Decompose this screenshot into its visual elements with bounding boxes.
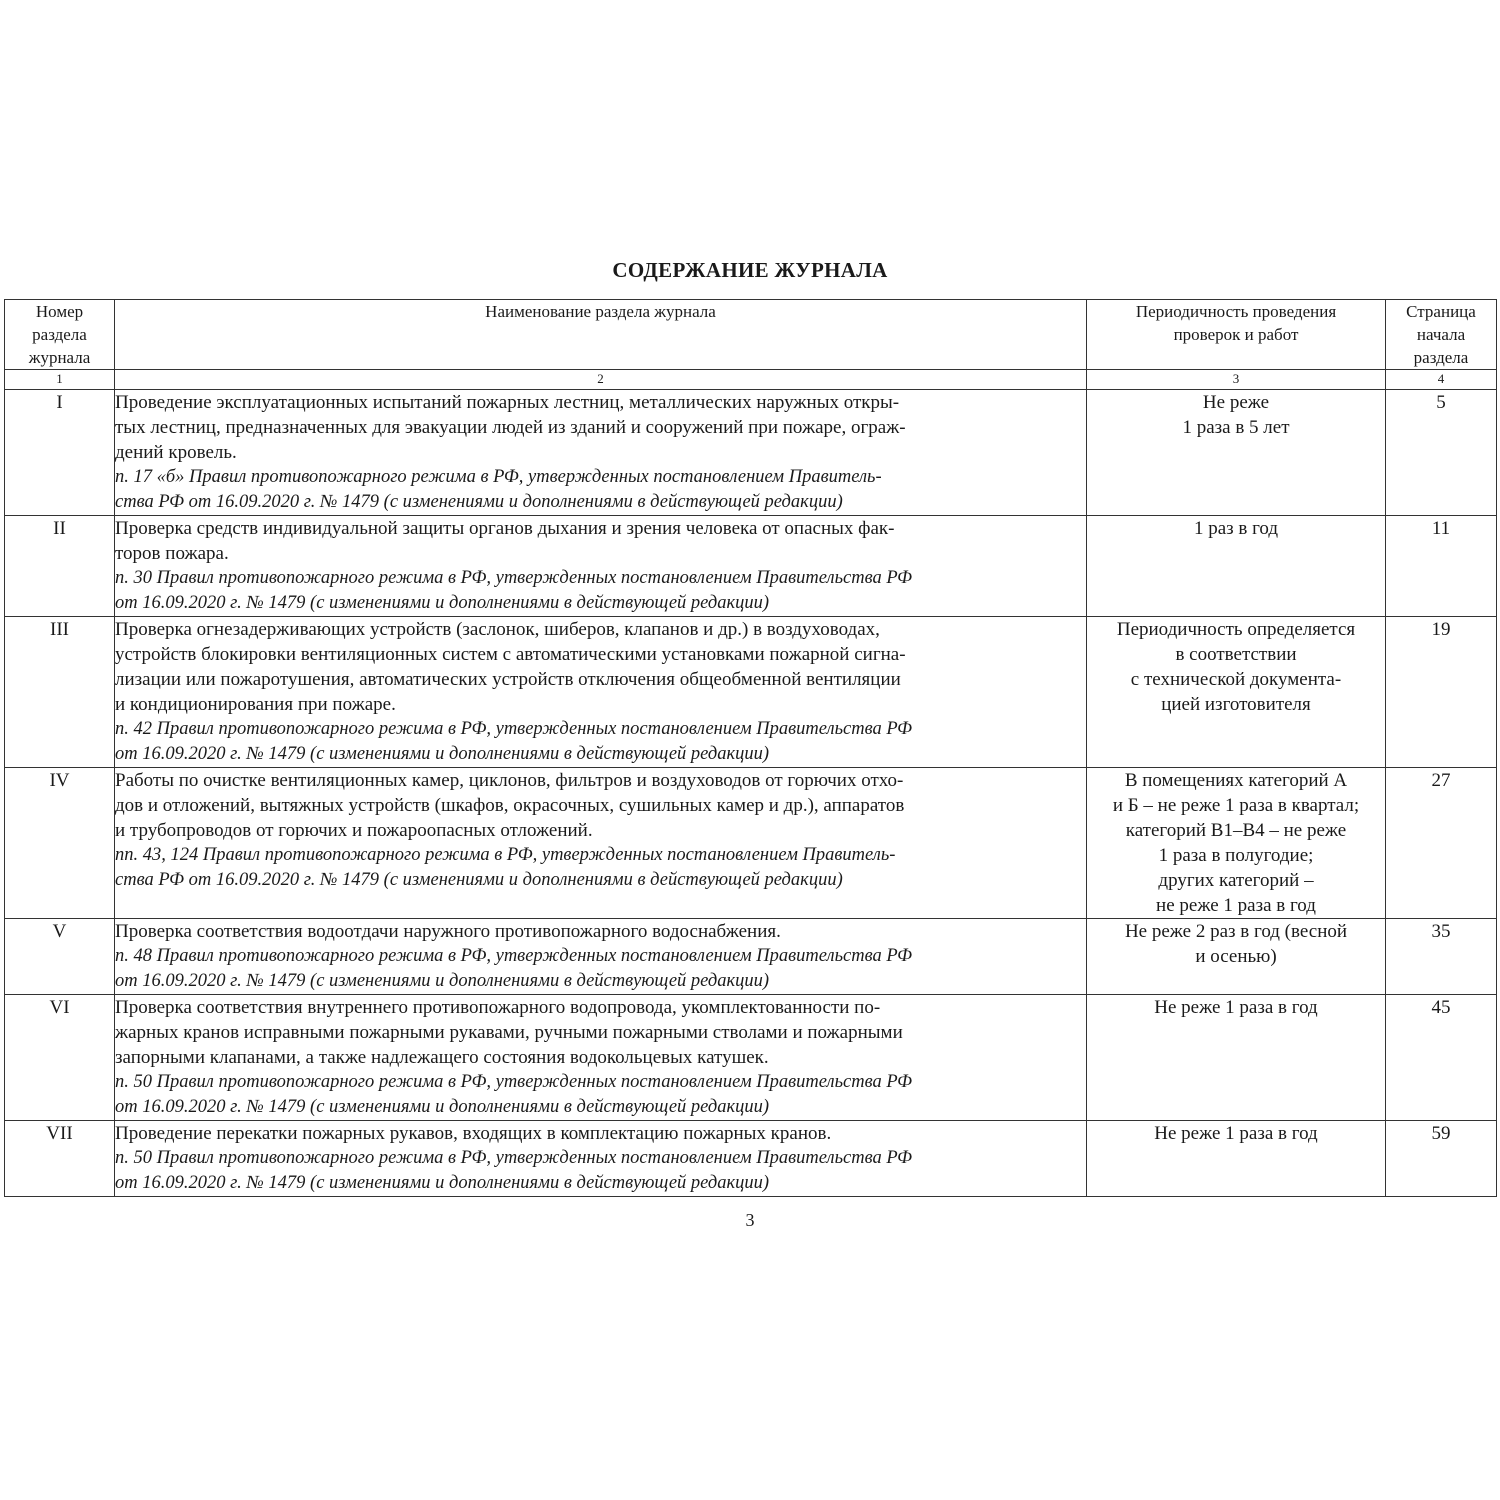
regulation-reference-line: от 16.09.2020 г. № 1479 (с изменениями и дополнениями в действующей редакции) — [115, 744, 770, 764]
header-periodicity — [1087, 300, 1386, 370]
start-page: 45 — [1386, 995, 1497, 1121]
periodicity-line: 1 раза в полугодие; — [1158, 845, 1314, 866]
start-page: 5 — [1386, 390, 1497, 516]
section-number: V — [5, 919, 115, 995]
regulation-reference-line: от 16.09.2020 г. № 1479 (с изменениями и дополнениями в действующей редакции) — [115, 1173, 770, 1193]
section-name-line: запорными клапанами, а также надлежащего состояния водокольцевых катушек. — [115, 1047, 769, 1068]
section-name-cell — [115, 919, 1087, 995]
header-col1-line: Номер — [35, 302, 84, 321]
periodicity-line: цией изготовителя — [1161, 694, 1311, 715]
section-name-line: Проверка соответствия внутреннего противопожарного водопровода, укомплектованности по- — [115, 997, 881, 1018]
regulation-reference-line: п. 30 Правил противопожарного режима в РФ, утвержденных постановлением Правительства РФ — [115, 568, 913, 588]
section-name-line: жарных кранов исправными пожарными рукавами, ручными пожарными стволами и пожарными — [115, 1022, 903, 1043]
section-name-line: Проведение эксплуатационных испытаний пожарных лестниц, металлических наружных откры- — [115, 392, 900, 413]
section-name-line: Проверка средств индивидуальной защиты органов дыхания и зрения человека от опасных фак- — [115, 518, 895, 539]
section-name-line: и кондиционирования при пожаре. — [115, 694, 396, 715]
periodicity-line: других категорий – — [1158, 870, 1314, 891]
section-name-line: и трубопроводов от горючих и пожароопасных отложений. — [115, 820, 593, 841]
section-name-cell — [115, 516, 1087, 617]
regulation-reference-line: ства РФ от 16.09.2020 г. № 1479 (с изменениями и дополнениями в действующей редакции) — [115, 492, 843, 512]
table-row — [5, 390, 1497, 516]
regulation-reference-line: от 16.09.2020 г. № 1479 (с изменениями и дополнениями в действующей редакции) — [115, 1097, 770, 1117]
column-number: 2 — [115, 370, 1087, 390]
table-row — [5, 919, 1497, 995]
regulation-reference-line: п. 48 Правил противопожарного режима в РФ, утвержденных постановлением Правительства РФ — [115, 946, 913, 966]
header-section-number — [5, 300, 115, 370]
periodicity-cell — [1087, 617, 1386, 768]
header-col1-line: журнала — [28, 348, 91, 367]
section-name-cell — [115, 1121, 1087, 1197]
regulation-reference-line: пп. 43, 124 Правил противопожарного режима в РФ, утвержденных постановлением Правитель- — [115, 845, 896, 865]
section-name-line: торов пожара. — [115, 543, 229, 564]
page-title: СОДЕРЖАНИЕ ЖУРНАЛА — [612, 258, 888, 282]
header-col4-line: раздела — [1413, 348, 1469, 367]
regulation-reference-line: п. 42 Правил противопожарного режима в РФ, утвержденных постановлением Правительства РФ — [115, 719, 913, 739]
header-col4-line: начала — [1416, 325, 1466, 344]
page-number: 3 — [745, 1210, 755, 1230]
periodicity-line: Не реже 2 раз в год (весной — [1124, 921, 1348, 942]
periodicity-line: В помещениях категорий А — [1124, 770, 1348, 791]
periodicity-line: Не реже — [1202, 392, 1270, 413]
section-name-line: дов и отложений, вытяжных устройств (шкафов, окрасочных, сушильных камер и др.), аппаратов — [115, 795, 905, 816]
periodicity-cell — [1087, 995, 1386, 1121]
regulation-reference-line: п. 50 Правил противопожарного режима в РФ, утвержденных постановлением Правительства РФ — [115, 1148, 913, 1168]
regulation-reference-line: от 16.09.2020 г. № 1479 (с изменениями и дополнениями в действующей редакции) — [115, 971, 770, 991]
table-row — [5, 768, 1497, 919]
periodicity-line: Не реже 1 раза в год — [1154, 1123, 1318, 1144]
section-number: III — [5, 617, 115, 768]
periodicity-line: не реже 1 раза в год — [1156, 895, 1316, 916]
periodicity-line: 1 раз в год — [1193, 518, 1279, 539]
contents-table — [4, 299, 1497, 1197]
regulation-reference-line: п. 17 «б» Правил противопожарного режима в РФ, утвержденных постановлением Правитель- — [115, 467, 882, 487]
header-row — [5, 300, 1497, 370]
section-name-cell — [115, 390, 1087, 516]
start-page: 59 — [1386, 1121, 1497, 1197]
header-section-name: Наименование раздела журнала — [115, 300, 1087, 370]
section-number: VI — [5, 995, 115, 1121]
start-page: 11 — [1386, 516, 1497, 617]
section-name-line: устройств блокировки вентиляционных систем с автоматическими установками пожарной сигна- — [115, 644, 906, 665]
column-number: 4 — [1386, 370, 1497, 390]
header-col1-line: раздела — [32, 325, 87, 344]
periodicity-line: Не реже 1 раза в год — [1154, 997, 1318, 1018]
periodicity-cell — [1087, 1121, 1386, 1197]
periodicity-line: с технической документа- — [1130, 669, 1342, 690]
periodicity-cell — [1087, 390, 1386, 516]
periodicity-cell — [1087, 516, 1386, 617]
section-name-cell — [115, 995, 1087, 1121]
header-col4-line: Страница — [1406, 302, 1476, 321]
section-number: VII — [5, 1121, 115, 1197]
section-name-cell — [115, 768, 1087, 919]
column-number: 3 — [1087, 370, 1386, 390]
regulation-reference-line: от 16.09.2020 г. № 1479 (с изменениями и дополнениями в действующей редакции) — [115, 593, 770, 613]
section-name-line: тых лестниц, предназначенных для эвакуации людей из зданий и сооружений при пожаре, ограж- — [115, 417, 906, 438]
periodicity-line: и осенью) — [1195, 946, 1277, 967]
periodicity-line: Периодичность определяется — [1116, 619, 1356, 640]
section-name-line: дений кровель. — [115, 442, 237, 463]
section-name-line: Проведение перекатки пожарных рукавов, входящих в комплектацию пожарных кранов. — [115, 1123, 832, 1144]
table-row — [5, 617, 1497, 768]
section-name-line: Проверка огнезадерживающих устройств (заслонок, шиберов, клапанов и др.) в воздуховодах, — [115, 619, 880, 640]
section-name-line: Проверка соответствия водоотдачи наружного противопожарного водоснабжения. — [115, 921, 781, 942]
start-page: 19 — [1386, 617, 1497, 768]
section-name-line: лизации или пожаротушения, автоматических устройств отключения общеобменной вентиляции — [115, 669, 901, 690]
periodicity-line: 1 раза в 5 лет — [1182, 417, 1290, 438]
periodicity-cell — [1087, 919, 1386, 995]
section-name-line: Работы по очистке вентиляционных камер, циклонов, фильтров и воздуховодов от горючих отхо- — [115, 770, 904, 791]
section-number: II — [5, 516, 115, 617]
column-number: 1 — [5, 370, 115, 390]
table-row — [5, 516, 1497, 617]
periodicity-line: в соответствии — [1175, 644, 1297, 665]
regulation-reference-line: ства РФ от 16.09.2020 г. № 1479 (с изменениями и дополнениями в действующей редакции) — [115, 870, 843, 890]
header-start-page — [1386, 300, 1497, 370]
table-row — [5, 995, 1497, 1121]
section-number: IV — [5, 768, 115, 919]
header-col3-line: Периодичность проведения — [1135, 302, 1337, 321]
start-page: 35 — [1386, 919, 1497, 995]
column-number-row — [5, 370, 1497, 390]
section-number: I — [5, 390, 115, 516]
section-name-cell — [115, 617, 1087, 768]
header-col3-line: проверок и работ — [1173, 325, 1299, 344]
periodicity-line: категорий В1–В4 – не реже — [1125, 820, 1347, 841]
table-row — [5, 1121, 1497, 1197]
regulation-reference-line: п. 50 Правил противопожарного режима в РФ, утвержденных постановлением Правительства РФ — [115, 1072, 913, 1092]
table-body — [5, 390, 1497, 1197]
periodicity-line: и Б – не реже 1 раза в квартал; — [1112, 795, 1360, 816]
start-page: 27 — [1386, 768, 1497, 919]
periodicity-cell — [1087, 768, 1386, 919]
